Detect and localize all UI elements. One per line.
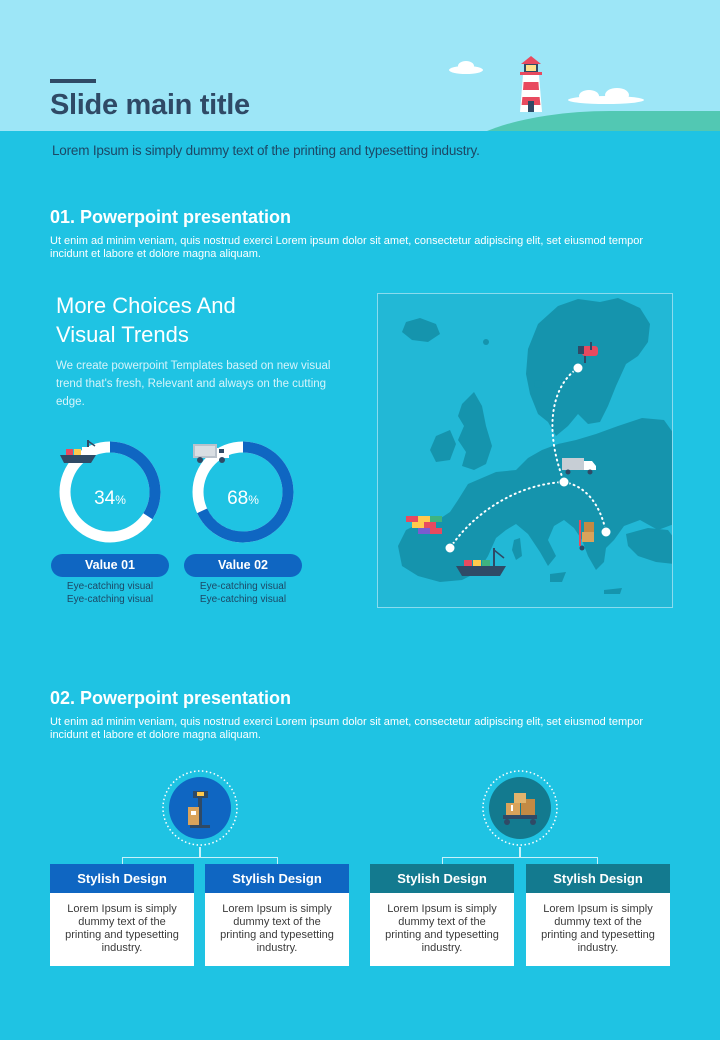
card-title: Stylish Design [526, 864, 670, 893]
card-title: Stylish Design [205, 864, 349, 893]
card-title: Stylish Design [370, 864, 514, 893]
section1-body: Ut enim ad minim veniam, quis nostrud exerci Lorem ipsum dolor sit amet, consectetur adipiscing elit, set eiusmod tempor incidunt et labore et dolore magna aliquam. [50, 235, 644, 260]
choices-title-line1: More Choices And [56, 293, 236, 318]
slide-title: Slide main title [50, 89, 250, 121]
choices-body: We create powerpoint Templates based on new visual trend that's fresh, Relevant and always on the cutting edge. [56, 360, 331, 408]
route-stop-center [559, 477, 569, 487]
value-02-description [184, 580, 302, 606]
card-body: Lorem Ipsum is simply dummy text of the printing and typesetting industry. [205, 893, 349, 966]
section2-body: Ut enim ad minim veniam, quis nostrud exerci Lorem ipsum dolor sit amet, consectetur adipiscing elit, set eiusmod tempor incidunt et labore et dolore magna aliquam. [50, 716, 644, 741]
boxes-cart-icon [481, 769, 559, 847]
europe-map-graphic [378, 294, 673, 608]
connector-line [122, 857, 278, 858]
europe-logistics-map [377, 293, 673, 608]
card-body: Lorem Ipsum is simply dummy text of the printing and typesetting industry. [370, 893, 514, 966]
value-01-desc-line2: Eye-catching visual [66, 594, 154, 605]
weighing-scale-icon [161, 769, 239, 847]
section1-title: 01. Powerpoint presentation [50, 207, 292, 227]
donut-value-label: 68% [227, 488, 259, 509]
green-hill [445, 111, 720, 131]
donut-value-label: 34% [94, 488, 126, 509]
slide-subtitle: Lorem Ipsum is simply dummy text of the printing and typesetting industry. [52, 143, 480, 158]
value-01-desc-line1: Eye-catching visual [66, 581, 154, 592]
choices-title [56, 291, 236, 349]
card-body: Lorem Ipsum is simply dummy text of the printing and typesetting industry. [526, 893, 670, 966]
card-body: Lorem Ipsum is simply dummy text of the printing and typesetting industry. [50, 893, 194, 966]
header-banner [0, 0, 720, 131]
section2-title: 02. Powerpoint presentation [50, 688, 292, 708]
route-stop-east [601, 527, 611, 537]
value-02-desc-line2: Eye-catching visual [199, 594, 287, 605]
donut-chart-value-02 [191, 440, 295, 544]
value-02-pill: Value 02 [184, 554, 302, 577]
ship-icon [58, 440, 98, 466]
title-accent-bar [50, 79, 96, 83]
connector-line [442, 857, 598, 858]
route-stop-west [445, 543, 455, 553]
cloud-icon [567, 88, 645, 104]
value-01-pill: Value 01 [51, 554, 169, 577]
truck-icon [191, 440, 231, 466]
value-01-description [51, 580, 169, 606]
lighthouse-icon [514, 56, 548, 116]
cloud-icon [448, 60, 484, 74]
choices-title-line2: Visual Trends [56, 322, 189, 347]
card-title: Stylish Design [50, 864, 194, 893]
route-stop-north [573, 363, 583, 373]
donut-chart-value-01 [58, 440, 162, 544]
value-02-desc-line1: Eye-catching visual [199, 581, 287, 592]
